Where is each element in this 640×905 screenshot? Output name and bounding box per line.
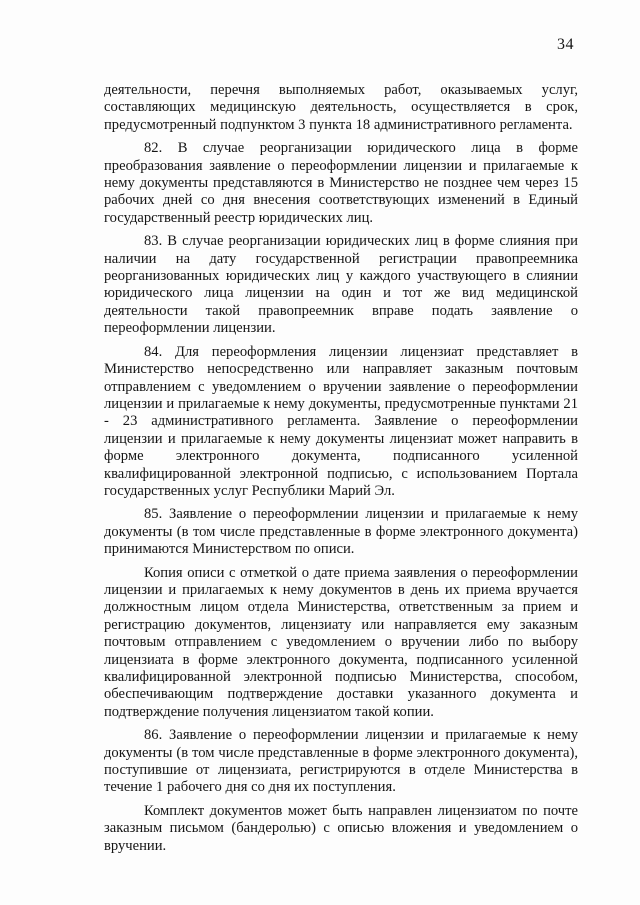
paragraph-continuation: деятельности, перечня выполняемых работ, оказываемых услуг, составляющих медицинскую деятельность, осуществляется в срок, предусмотренный подпунктом 3 пункта 18 административного регламента. xyxy=(104,82,578,133)
paragraph-document-set-by-mail: Комплект документов может быть направлен лицензиатом по почте заказным письмом (бандеролью) с описью вложения и уведомлением о вручении. xyxy=(104,802,578,854)
paragraph-82: 82. В случае реорганизации юридического лица в форме преобразования заявление о переоформлении лицензии и прилагаемые к нему документы представляются в Министерство не позднее чем через 15 рабочих дней со дня внесения соответствующих изменений в Единый государственный реестр юридических лиц. xyxy=(104,140,578,226)
paragraph-85: 85. Заявление о переоформлении лицензии и прилагаемые к нему документы (в том числе представленные в форме электронного документа) принимаются Министерством по описи. xyxy=(104,506,578,558)
paragraph-83: 83. В случае реорганизации юридических лиц в форме слияния при наличии на дату государственной регистрации правопреемника реорганизованных юридических лиц у каждого участвующего в слиянии юридического лица лицензии на один и тот же вид медицинской деятельности такой правопреемник вправе подать заявление о переоформлении лицензии. xyxy=(104,233,578,337)
paragraph-copy-of-inventory: Копия описи с отметкой о дате приема заявления о переоформлении лицензии и прилагаемых к нему документов в день их приема вручается должностным лицом отдела Министерства, ответственным за прием и регистрацию документов, лицензиату или направляется ему заказным почтовым отправлением с уведомлением о вручении либо по выбору лицензиата в форме электронного документа, подписанного усиленной квалифицированной электронной подписью Министерства, способом, обеспечивающим подтверждение доставки указанного документа и подтверждение получения лицензиатом такой копии. xyxy=(104,564,578,720)
page-number: 34 xyxy=(557,36,574,53)
document-body xyxy=(104,82,578,861)
paragraph-84: 84. Для переоформления лицензии лицензиат представляет в Министерство непосредственно или направляет заказным почтовым отправлением с уведомлением о вручении заявление о переоформлении лицензии и прилагаемые к нему документы, предусмотренные пунктами 21 - 23 административного регламента. Заявление о переоформлении лицензии и прилагаемые к нему документы лицензиат может направить в форме электронного документа, подписанного усиленной квалифицированной электронной подписью, с использованием Портала государственных услуг Республики Марий Эл. xyxy=(104,343,578,499)
paragraph-86: 86. Заявление о переоформлении лицензии и прилагаемые к нему документы (в том числе представленные в форме электронного документа), поступившие от лицензиата, регистрируются в отделе Министерства в течение 1 рабочего дня со дня их поступления. xyxy=(104,727,578,796)
